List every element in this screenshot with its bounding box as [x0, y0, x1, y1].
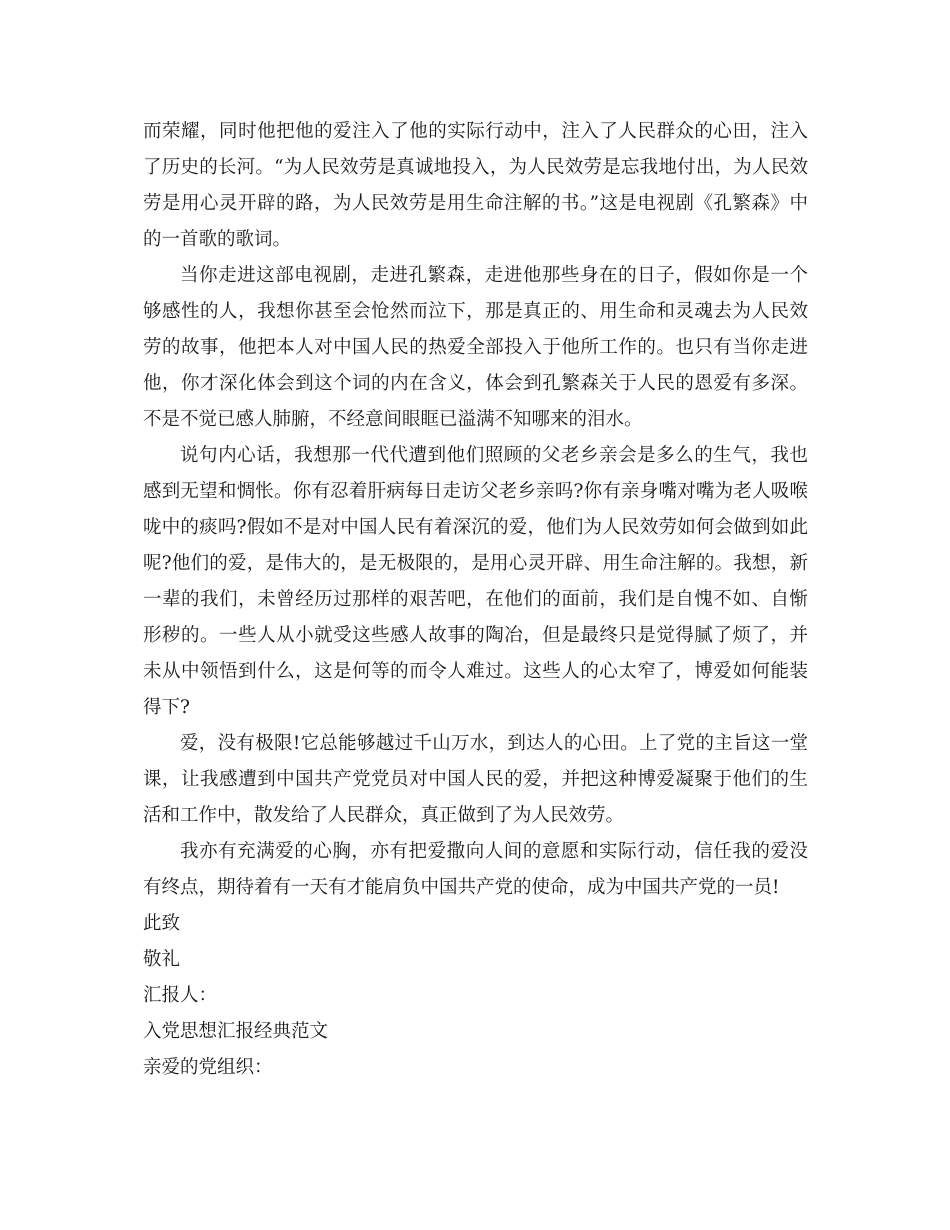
- paragraph-aspiration: 我亦有充满爱的心胸，亦有把爱撒向人间的意愿和实际行动，信任我的爱没有终点，期待着有一天有才能肩负中国共产党的使命，成为中国共产党的一员!: [143, 841, 808, 898]
- reporter-label: 汇报人：: [143, 985, 218, 1006]
- paragraph-heartfelt: 说句内心话，我想那一代代遭到他们照顾的父老乡亲会是多么的生气，我也感到无望和惆怅。你有忍着肝病每日走访父老乡亲吗?你有亲身嘴对嘴为老人吸喉咙中的痰吗?假如不是对中国人民有着深沉的爱，他们为人民效劳如何会做到如此呢?他们的爱，是伟大的，是无极限的，是用心灵开辟、用生命注解的。我想，新一辈的我们，未曾经历过那样的艰苦吧，在他们的面前，我们是自愧不如、自惭形秽的。一些人从小就受这些感人故事的陶冶，但是最终只是觉得腻了烦了，并未从中领悟到什么，这是何等的而令人难过。这些人的心太窄了，博爱如何能装得下?: [143, 445, 808, 718]
- paragraph-continuation: 而荣耀，同时他把他的爱注入了他的实际行动中，注入了人民群众的心田，注入了历史的长河。“为人民效劳是真诚地投入，为人民效劳是忘我地付出，为人民效劳是用心灵开辟的路，为人民效劳是用生命注解的书。”这是电视剧《孔繁森》中的一首歌的歌词。: [143, 121, 808, 250]
- closing-line: 此致: [143, 913, 181, 934]
- next-document-greeting: 亲爱的党组织：: [143, 1057, 273, 1078]
- salute-line: 敬礼: [143, 949, 181, 970]
- paragraph-tv-drama: 当你走进这部电视剧，走进孔繁森，走进他那些身在的日子，假如你是一个够感性的人，我想你甚至会怆然而泣下，那是真正的、用生命和灵魂去为人民效劳的故事，他把本人对中国人民的热爱全部投入于他所工作的。也只有当你走进他，你才深化体会到这个词的内在含义，体会到孔繁森关于人民的恩爱有多深。不是不觉已感人肺腑，不经意间眼眶已溢满不知哪来的泪水。: [143, 265, 808, 430]
- document-page: [143, 114, 808, 1086]
- paragraph-love-no-limit: 爱，没有极限!它总能够越过千山万水，到达人的心田。上了党的主旨这一堂课，让我感遭到中国共产党党员对中国人民的爱，并把这种博爱凝聚于他们的生活和工作中，散发给了人民群众，真正做到了为人民效劳。: [143, 733, 808, 826]
- next-document-title: 入党思想汇报经典范文: [143, 1021, 329, 1042]
